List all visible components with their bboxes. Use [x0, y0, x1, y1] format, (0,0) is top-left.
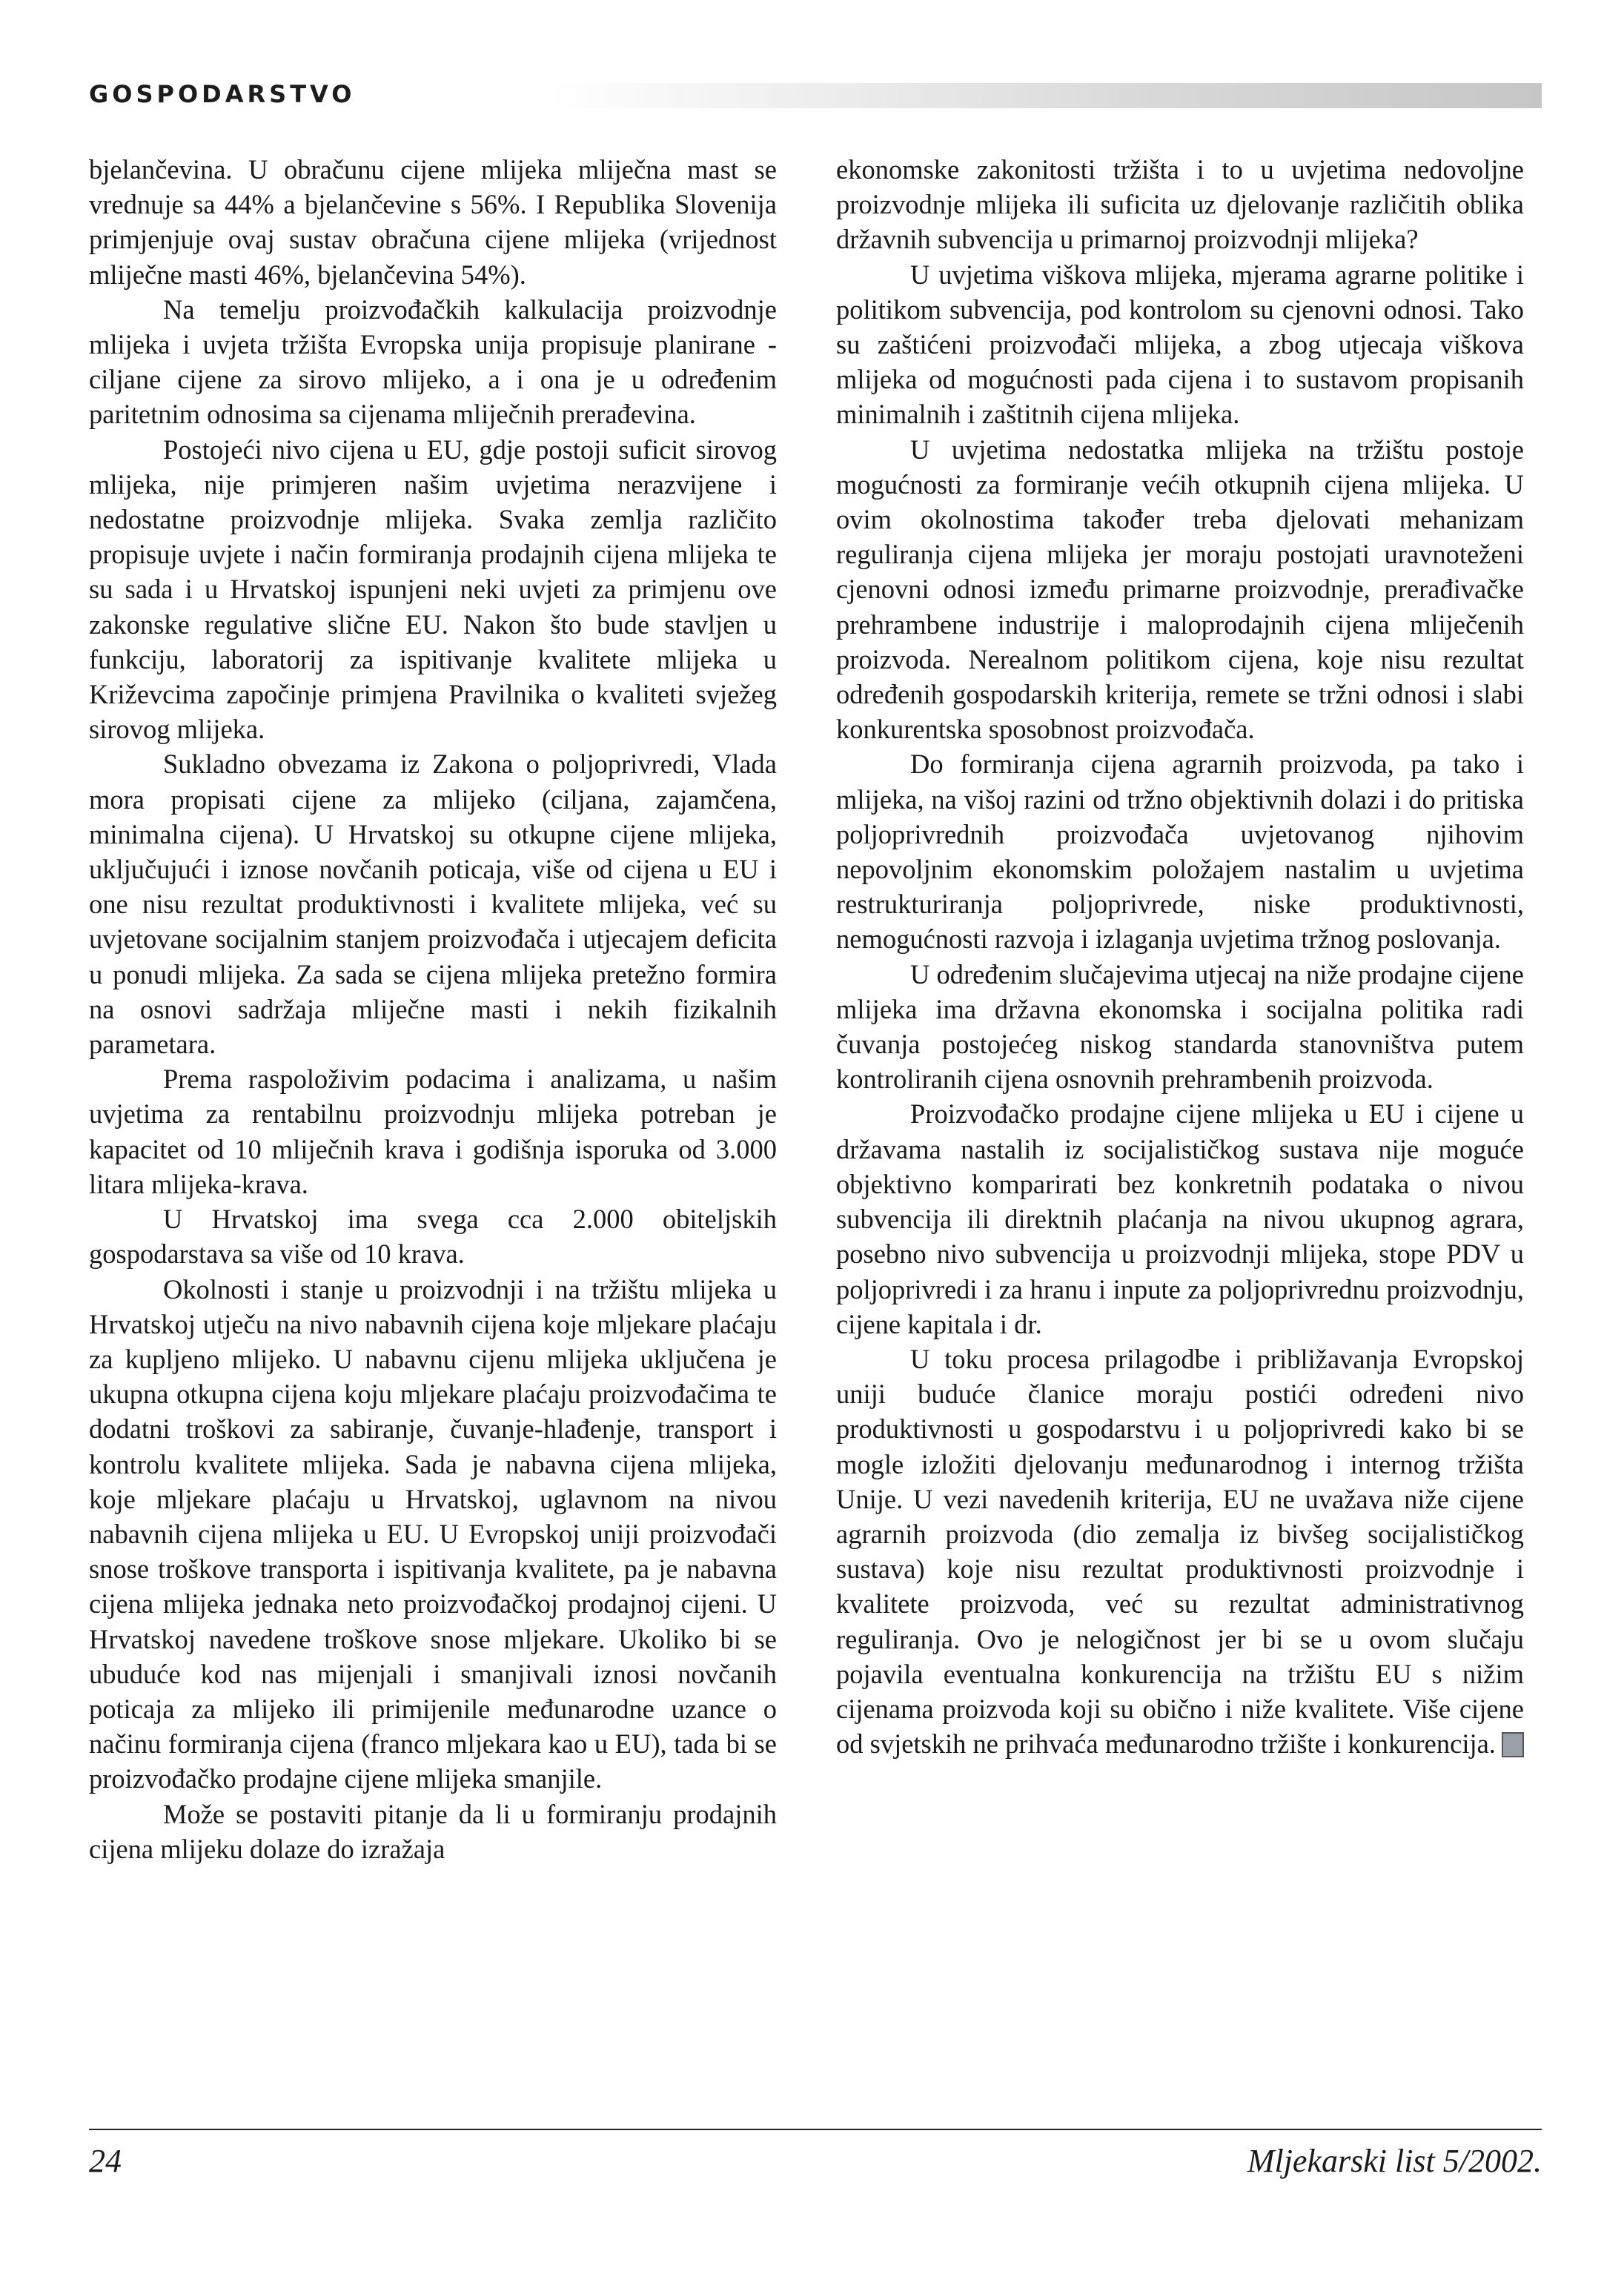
- paragraph: Postojeći nivo cijena u EU, gdje postoji suficit sirovog mlijeka, nije primjeren našim uvjetima nerazvijene i nedostatne proizvodnje mlijeka. Svaka zemlja različito propisuje uvjete i način formiranja prodajnih cijena mlijeka te su sada i u Hrvatskoj ispunjeni neki uvjeti za primjenu ove zakonske regulative slične EU. Nakon što bude stavljen u funkciju, laboratorij za ispitivanje kvalitete mlijeka u Križevcima započinje primjena Pravilnika o kvaliteti svježeg sirovog mlijeka.: [89, 434, 777, 745]
- page-header: [89, 80, 1542, 125]
- end-of-article-square-icon: [1502, 1732, 1524, 1757]
- paragraph-final: [836, 1342, 1524, 1761]
- right-column: [836, 152, 1524, 1761]
- paragraph: Prema raspoloživim podacima i analizama, u našim uvjetima za rentabilnu proizvodnju mlijeka potreban je kapacitet od 10 mliječnih krava i godišnja isporuka od 3.000 litara mlijeka-krava.: [89, 1064, 777, 1199]
- header-gradient-bar: [548, 83, 1542, 108]
- page-number: 24: [89, 2143, 122, 2179]
- footer-rule: [89, 2129, 1542, 2130]
- paragraph: ekonomske zakonitosti tržišta i to u uvjetima nedovoljne proizvodnje mlijeka ili suficita uz djelovanje različitih oblika državnih subvencija u primarnoj proizvodnji mlijeka?: [836, 154, 1524, 255]
- paragraph: U određenim slučajevima utjecaj na niže prodajne cijene mlijeka ima državna ekonomska i socijalna politika radi čuvanja postojećeg niskog standarda stanovništva putem kontroliranih cijena osnovnih prehrambenih proizvoda.: [836, 958, 1524, 1095]
- paragraph: Do formiranja cijena agrarnih proizvoda, pa tako i mlijeka, na višoj razini od tržno objektivnih dolazi i do pritiska poljoprivrednih proizvođača uvjetovanog njihovim nepovoljnim ekonomskim položajem nastalim u uvjetima restrukturiranja poljoprivrede, niske produktivnosti, nemogućnosti razvoja i izlaganja uvjetima tržnog poslovanja.: [836, 749, 1524, 955]
- paragraph: Može se postaviti pitanje da li u formiranju prodajnih cijena mlijeku dolaze do izražaja: [89, 1798, 777, 1864]
- paragraph: Sukladno obvezama iz Zakona o poljoprivredi, Vlada mora propisati cijene za mlijeko (ciljana, zajamčena, minimalna cijena). U Hrvatskoj su otkupne cijene mlijeka, uključujući i iznose novčanih poticaja, više od cijena u EU i one nisu rezultat produktivnosti i kvalitete mlijeka, već su uvjetovane socijalnim stanjem proizvođača i utjecajem deficita u ponudi mlijeka. Za sada se cijena mlijeka pretežno formira na osnovi sadržaja mliječne masti i nekih fizikalnih parametara.: [89, 749, 777, 1060]
- paragraph: U uvjetima nedostatka mlijeka na tržištu postoje mogućnosti za formiranje većih otkupnih cijena mlijeka. U ovim okolnostima također treba djelovati mehanizam reguliranja cijena mlijeka jer moraju postojati uravnoteženi cjenovni odnosi između primarne proizvodnje, prerađivačke prehrambene industrije i maloprodajnih cijena mliječenih proizvoda. Nerealnom politikom cijena, koje nisu rezultat određenih gospodarskih kriterija, remete se tržni odnosi i slabi konkurentska sposobnost proizvođača.: [836, 434, 1524, 745]
- left-column: [89, 152, 777, 1866]
- journal-reference: Mljekarski list 5/2002.: [1247, 2143, 1542, 2179]
- paragraph: U Hrvatskoj ima svega cca 2.000 obiteljskih gospodarstava sa više od 10 krava.: [89, 1204, 777, 1270]
- paragraph: Proizvođačko prodajne cijene mlijeka u EU i cijene u državama nastalih iz socijalističkog sustava nije moguće objektivno komparirati bez konkretnih podataka o nivou subvencija ili direktnih plaćanja na nivou ukupnog agrara, posebno nivo subvencija u proizvodnji mlijeka, stope PDV u poljoprivredi i za hranu i inpute za poljoprivrednu proizvodnju, cijene kapitala i dr.: [836, 1098, 1524, 1339]
- paragraph: bjelančevina. U obračunu cijene mlijeka mliječna mast se vrednuje sa 44% a bjelančevine s 56%. I Republika Slovenija primjenjuje ovaj sustav obračuna cijene mlijeka (vrijednost mliječne masti 46%, bjelančevina 54%).: [89, 154, 777, 290]
- paragraph: Na temelju proizvođačkih kalkulacija proizvodnje mlijeka i uvjeta tržišta Evropska unija propisuje planirane - ciljane cijene za sirovo mlijeko, a i ona je u određenim paritetnim odnosima sa cijenama mliječnih prerađevina.: [89, 294, 777, 430]
- paragraph: U uvjetima viškova mlijeka, mjerama agrarne politike i politikom subvencija, pod kontrolom su cjenovni odnosi. Tako su zaštićeni proizvođači mlijeka, a zbog utjecaja viškova mlijeka od mogućnosti pada cijena i to sustavom propisanih minimalnih i zaštitnih cijena mlijeka.: [836, 259, 1524, 430]
- section-title: GOSPODARSTVO: [89, 80, 356, 108]
- paragraph: Okolnosti i stanje u proizvodnji i na tržištu mlijeka u Hrvatskoj utječu na nivo nabavnih cijena koje mljekare plaćaju za kupljeno mlijeko. U nabavnu cijenu mlijeka uključena je ukupna otkupna cijena koju mljekare plaćaju proizvođačima te dodatni troškovi za sabiranje, čuvanje-hlađenje, transport i kontrolu kvalitete mlijeka. Sada je nabavna cijena mlijeka, koje mljekare plaćaju u Hrvatskoj, uglavnom na nivou nabavnih cijena mlijeka u EU. U Evropskoj uniji proizvođači snose troškove transporta i ispitivanja kvalitete, pa je nabavna cijena mlijeka jednaka neto proizvođačkoj prodajnoj cijeni. U Hrvatskoj navedene troškove snose mljekare. Ukoliko bi se ubuduće kod nas mijenjali i smanjivali iznosi novčanih poticaja za mlijeko ili primijenile međunarodne uzance o načinu formiranja cijena (franco mljekara kao u EU), tada bi se proizvođačko prodajne cijene mlijeka smanjile.: [89, 1273, 777, 1794]
- paragraph-final-text: U toku procesa prilagodbe i približavanja Evropskoj uniji buduće članice moraju postići određeni nivo produktivnosti u gospodarstvu i u poljoprivredi kako bi se mogle izložiti djelovanju međunarodnog i internog tržišta Unije. U vezi navedenih kriterija, EU ne uvažava niže cijene agrarnih proizvoda (dio zemalja iz bivšeg socijalističkog sustava) koje nisu rezultat produktivnosti proizvodnje i kvalitete proizvoda, već su rezultat administrativnog reguliranja. Ovo je nelogičnost jer bi se u ovom slučaju pojavila eventualna konkurencija na tržištu EU s nižim cijenama proizvoda koji su obično i niže kvalitete. Više cijene od svjetskih ne prihvaća međunarodno tržište i konkurencija.: [836, 1343, 1524, 1760]
